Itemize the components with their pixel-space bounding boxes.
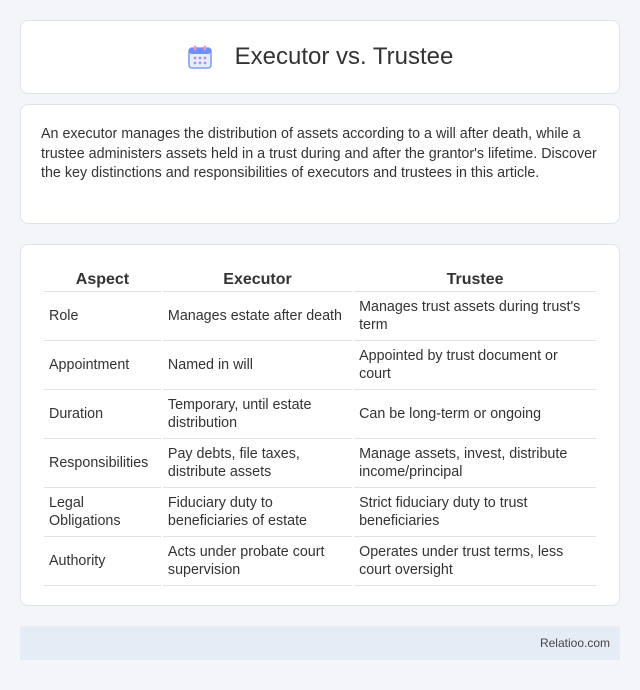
header-trustee: Trustee: [354, 265, 596, 292]
footer: [20, 626, 620, 660]
cell-aspect: Appointment: [44, 341, 161, 390]
comparison-card: [20, 244, 620, 606]
cell-aspect: Responsibilities: [44, 439, 161, 488]
cell-trustee: Appointed by trust document or court: [354, 341, 596, 390]
cell-trustee: Strict fiduciary duty to trust beneficiaries: [354, 488, 596, 537]
header-aspect: Aspect: [44, 265, 161, 292]
table-row: [44, 439, 596, 488]
cell-trustee: Manages trust assets during trust's term: [354, 292, 596, 341]
cell-executor: Acts under probate court supervision: [163, 537, 352, 586]
cell-aspect: Authority: [44, 537, 161, 586]
cell-executor: Pay debts, file taxes, distribute assets: [163, 439, 352, 488]
table-row: [44, 390, 596, 439]
footer-brand: Relatioo.com: [539, 636, 610, 650]
cell-trustee: Manage assets, invest, distribute income/principal: [354, 439, 596, 488]
cell-aspect: Role: [44, 292, 161, 341]
table-row: [44, 292, 596, 341]
cell-aspect: Duration: [44, 390, 161, 439]
cell-executor: Manages estate after death: [163, 292, 352, 341]
header-card: [20, 20, 620, 94]
intro-text: An executor manages the distribution of assets according to a will after death, while a trustee administers assets held in a trust during and after the grantor's lifetime. Discover the key distinctions and responsibilities of executors and trustees in this article.: [41, 126, 597, 181]
comparison-table: [42, 265, 598, 586]
page-title: Executor vs. Trustee: [234, 43, 454, 70]
cell-executor: Fiduciary duty to beneficiaries of estate: [163, 488, 352, 537]
cell-trustee: Operates under trust terms, less court oversight: [354, 537, 596, 586]
table-row: [44, 488, 596, 537]
cell-trustee: Can be long-term or ongoing: [354, 390, 596, 439]
cell-aspect: Legal Obligations: [44, 488, 161, 537]
calendar-icon: [187, 44, 213, 70]
header-executor: Executor: [163, 265, 352, 292]
cell-executor: Named in will: [163, 341, 352, 390]
table-row: [44, 537, 596, 586]
table-header-row: [44, 265, 596, 292]
table-row: [44, 341, 596, 390]
intro-card: [20, 104, 620, 224]
cell-executor: Temporary, until estate distribution: [163, 390, 352, 439]
